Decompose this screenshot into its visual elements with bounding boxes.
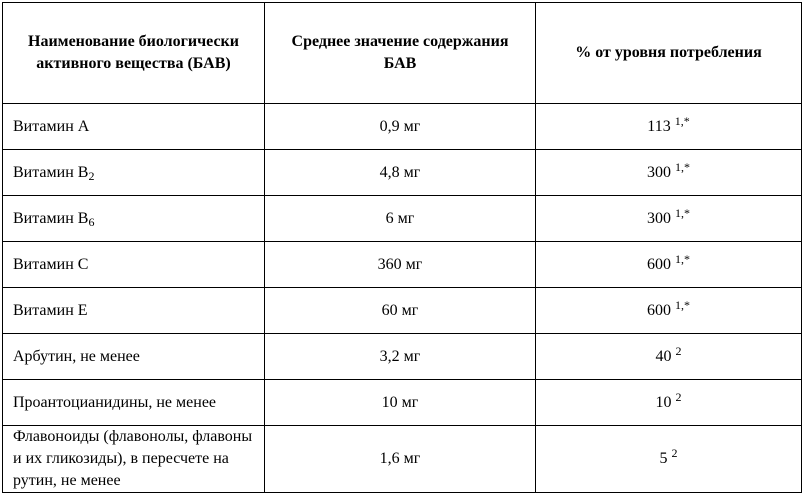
table-row	[3, 288, 802, 334]
table-row	[3, 242, 802, 288]
row-percent: 600 $^{1,*}$	[536, 242, 802, 288]
row-name: Флавоноиды (флавонолы, флавоны и их гликозиды), в пересчете на рутин, не менее	[3, 426, 265, 493]
row-name: Витамин $B_6$	[3, 196, 265, 242]
row-mean: 1,6 мг	[265, 426, 536, 493]
table-row	[3, 426, 802, 493]
row-mean: 60 мг	[265, 288, 536, 334]
row-name: Витамин E	[3, 288, 265, 334]
row-name: Витамин $B_2$	[3, 150, 265, 196]
row-mean: 360 мг	[265, 242, 536, 288]
table-row	[3, 380, 802, 426]
row-percent: 113 $^{1,*}$	[536, 104, 802, 150]
row-name: Витамин A	[3, 104, 265, 150]
row-percent: 5 $^2$	[536, 426, 802, 493]
row-percent: 40 $^2$	[536, 334, 802, 380]
nutrient-table	[2, 2, 802, 493]
row-name: Проантоцианидины, не менее	[3, 380, 265, 426]
table-row	[3, 334, 802, 380]
header-percent: % от уровня потребления	[536, 3, 802, 104]
row-mean: 0,9 мг	[265, 104, 536, 150]
row-percent: 300 $^{1,*}$	[536, 196, 802, 242]
table-row	[3, 150, 802, 196]
row-percent: 10 $^2$	[536, 380, 802, 426]
header-row	[3, 3, 802, 104]
table-row	[3, 104, 802, 150]
header-mean: Среднее значение содержания БАВ	[265, 3, 536, 104]
row-percent: 300 $^{1,*}$	[536, 150, 802, 196]
row-mean: 6 мг	[265, 196, 536, 242]
row-name: Арбутин, не менее	[3, 334, 265, 380]
table-row	[3, 196, 802, 242]
row-mean: 4,8 мг	[265, 150, 536, 196]
row-name: Витамин C	[3, 242, 265, 288]
header-name: Наименование биологически активного вещества (БАВ)	[3, 3, 265, 104]
row-percent: 600 $^{1,*}$	[536, 288, 802, 334]
row-mean: 10 мг	[265, 380, 536, 426]
row-mean: 3,2 мг	[265, 334, 536, 380]
